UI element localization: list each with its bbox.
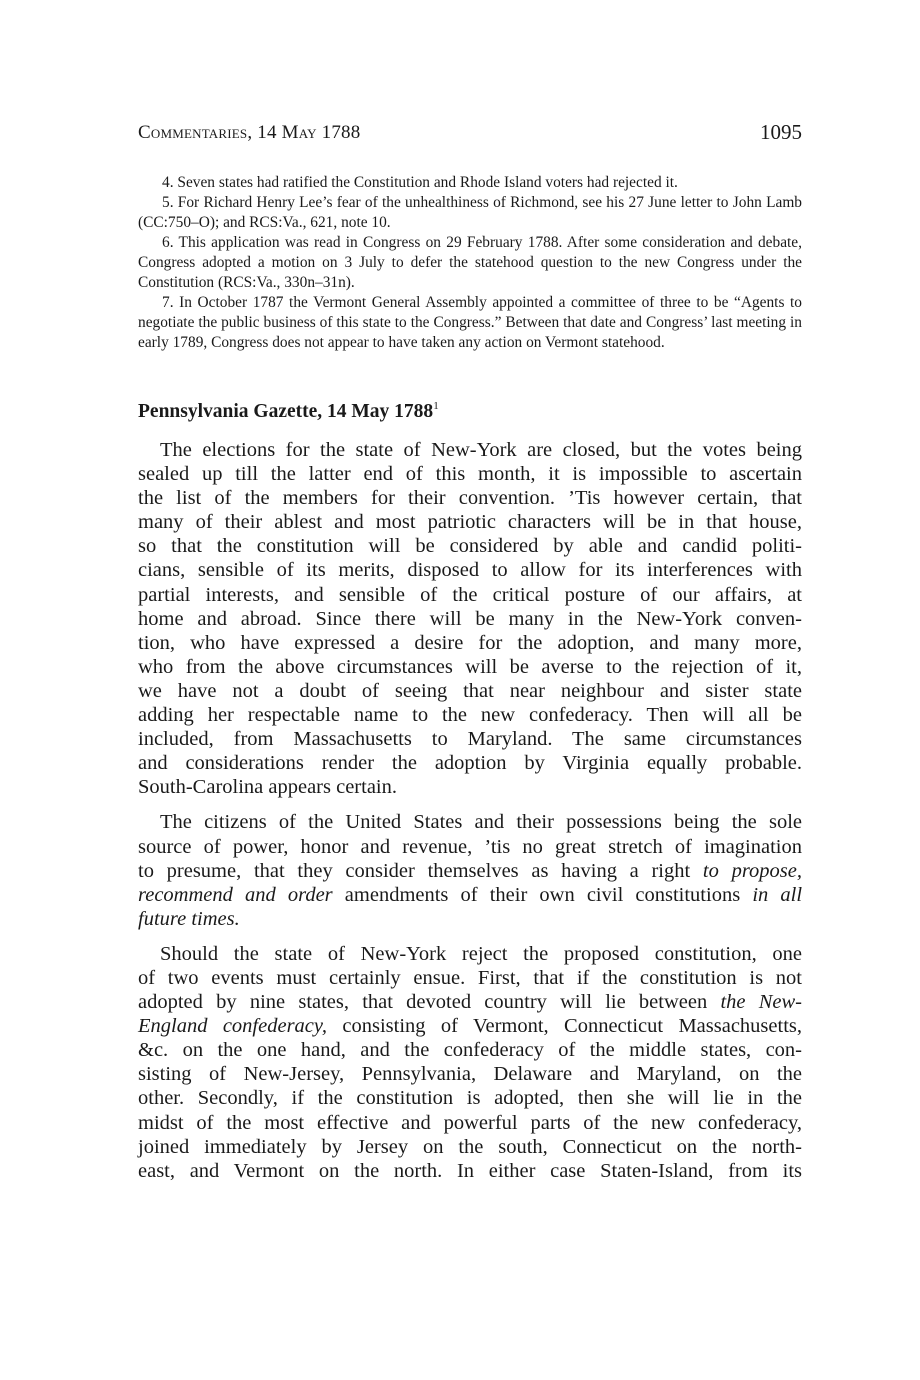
text-line: The elections for the state of New-York are closed, but the votes being bbox=[160, 439, 802, 461]
text-line: &c. on the one hand, and the confederacy of the middle states, con- bbox=[138, 1039, 802, 1062]
text-line: future times. bbox=[138, 907, 240, 930]
text-line: tion, who have expressed a desire for the adoption, and many more, bbox=[138, 631, 802, 654]
section-heading bbox=[138, 400, 439, 423]
text-line: we have not a doubt of seeing that near neighbour and sister state bbox=[138, 679, 802, 702]
page-number: 1095 bbox=[760, 120, 802, 144]
text-line: recommend and order amendments of their own civil constitutions in all bbox=[138, 883, 803, 906]
text-line: cians, sensible of its merits, disposed to allow for its interferences with bbox=[138, 559, 802, 582]
text-line: many of their ablest and most patriotic characters will be in that house, bbox=[138, 511, 802, 534]
text-line: sealed up till the latter end of this month, it is impossible to ascertain bbox=[138, 463, 802, 486]
text-line: adopted by nine states, that devoted country will lie between the New- bbox=[138, 991, 802, 1014]
text-line: and considerations render the adoption by Virginia equally probable. bbox=[138, 752, 802, 775]
text-line: who from the above circumstances will be averse to the rejection of it, bbox=[138, 655, 802, 678]
text-line: joined immediately by Jersey on the south, Connecticut on the north- bbox=[138, 1135, 802, 1158]
endnote-4: 4. Seven states had ratified the Constitution and Rhode Island voters had rejected it. bbox=[162, 174, 678, 191]
text-line: partial interests, and sensible of the critical posture of our affairs, at bbox=[138, 583, 802, 606]
text-line: so that the constitution will be considered by able and candid politi- bbox=[138, 535, 802, 558]
text-line: South-Carolina appears certain. bbox=[138, 776, 398, 799]
section-title: Pennsylvania Gazette, 14 May 1788 bbox=[138, 401, 434, 422]
text-line: midst of the most effective and powerful parts of the new confederacy, bbox=[138, 1111, 802, 1134]
endnote-5: 5. For Richard Henry Lee’s fear of the unhealthiness of Richmond, see his 27 June letter to John Lamb (CC:750–O); and RCS:Va., 621, note 10. bbox=[138, 194, 802, 231]
text-line: the list of the members for their convention. ’Tis however certain, that bbox=[138, 487, 802, 510]
endnote-6: 6. This application was read in Congress on 29 February 1788. After some consideration and debate, Congress adopted a motion on 3 July to defer the statehood question to the new Congress under the Constitution (RCS:Va., 330n–31n). bbox=[138, 234, 802, 291]
text-line: home and abroad. Since there will be many in the New-York conven- bbox=[138, 607, 802, 630]
text-line: to presume, that they consider themselves as having a right to propose, bbox=[138, 859, 802, 882]
text-line: adding her respectable name to the new confederacy. Then will all be bbox=[138, 704, 802, 727]
running-head-title: Commentaries, 14 May 1788 bbox=[138, 122, 361, 143]
paragraph-3 bbox=[138, 942, 802, 1183]
paragraph-1 bbox=[138, 438, 802, 799]
endnotes bbox=[138, 173, 802, 353]
text-line: source of power, honor and revenue, ’tis no great stretch of imagination bbox=[138, 835, 802, 858]
paragraph-2 bbox=[138, 810, 802, 930]
text-line: other. Secondly, if the constitution is adopted, then she will lie in the bbox=[138, 1087, 802, 1110]
text-line: sisting of New-Jersey, Pennsylvania, Delaware and Maryland, on the bbox=[138, 1063, 802, 1086]
endnote-7: 7. In October 1787 the Vermont General Assembly appointed a committee of three to be “Agents to negotiate the public business of this state to the Congress.” Between that date and Congress’ last meeting in early 1789, Congress does not appear to have taken any action on Vermont statehood. bbox=[138, 294, 802, 351]
text-line: Should the state of New-York reject the proposed constitution, one bbox=[160, 942, 802, 965]
text-line: England confederacy, consisting of Vermont, Connecticut Massachusetts, bbox=[138, 1015, 803, 1038]
article-body bbox=[138, 438, 802, 1183]
footnote-ref: 1 bbox=[433, 400, 439, 412]
text-line: of two events must certainly ensue. First, that if the constitution is not bbox=[138, 966, 802, 989]
text-line: The citizens of the United States and their possessions being the sole bbox=[160, 811, 802, 834]
text-line: included, from Massachusetts to Maryland. The same circumstances bbox=[138, 728, 802, 751]
running-head bbox=[138, 122, 802, 150]
text-line: east, and Vermont on the north. In either case Staten-Island, from its bbox=[138, 1159, 802, 1182]
